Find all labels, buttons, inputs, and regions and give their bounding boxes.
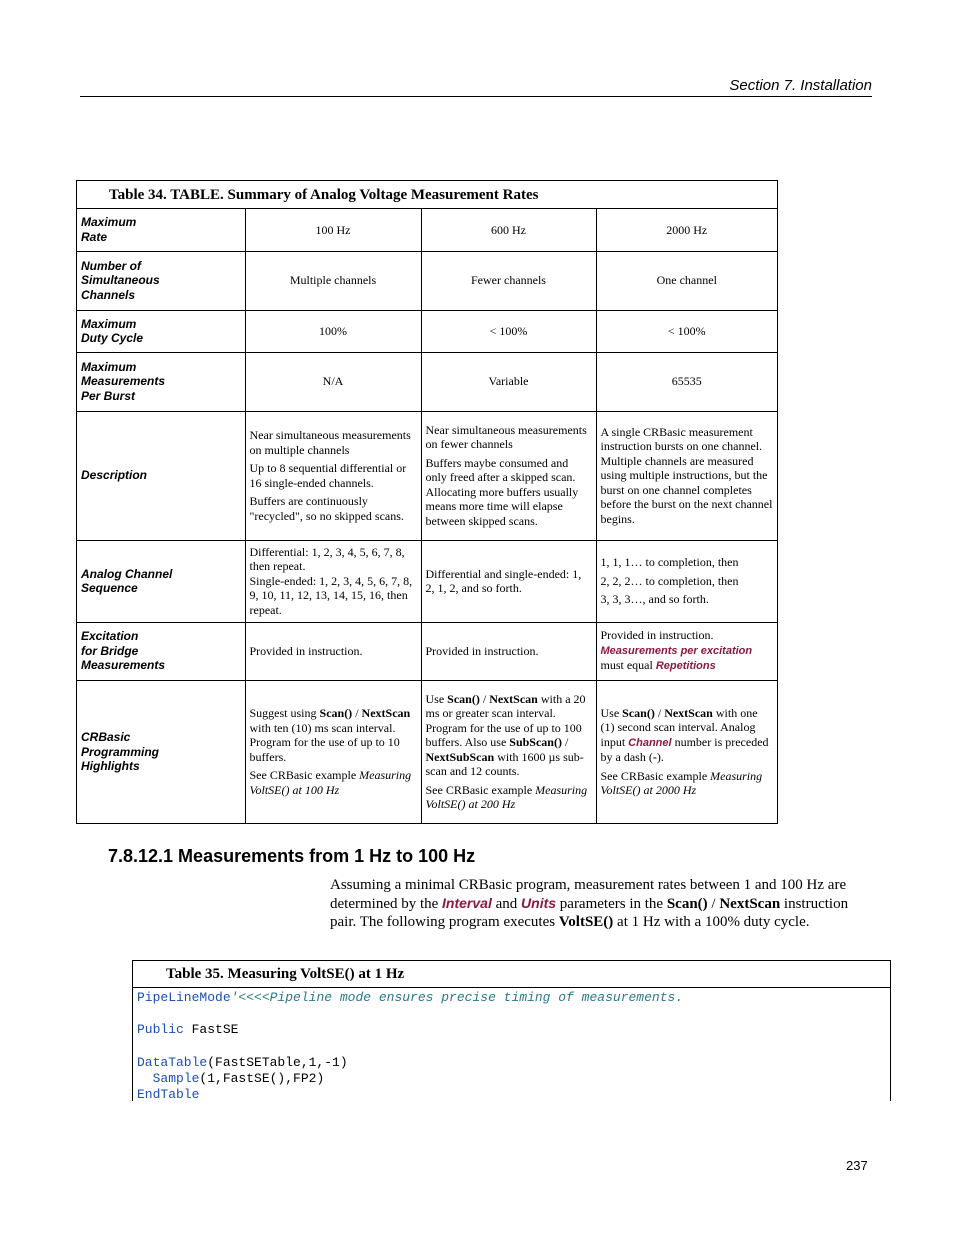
table-cell: 100 Hz [245, 209, 421, 251]
param-measurements-per-excitation: Measurements per excitation [600, 644, 753, 657]
code-caption: Table 35. Measuring VoltSE() at 1 Hz [133, 961, 890, 988]
table-cell: 1, 1, 1… to completion, then 2, 2, 2… to completion, then 3, 3, 3…, and so forth. [596, 540, 777, 622]
table-cell: 65535 [596, 352, 777, 411]
table-row [77, 352, 777, 411]
row-header: Excitation for Bridge Measurements [77, 622, 245, 680]
table-cell: One channel [596, 251, 777, 310]
table-cell: Provided in instruction. Measurements per excitation must equal Repetitions [596, 622, 777, 680]
table-cell: A single CRBasic measurement instruction bursts on one channel. Multiple channels are measured using multiple instructions, but the burst on one channel completes before the burst on the next channel begins. [596, 411, 777, 540]
table-cell: 100% [245, 310, 421, 352]
table-cell: Near simultaneous measurements on fewer channels Buffers maybe consumed and only freed after a skipped scan. Allocating more buffers usually means more time will elapse between skipped scans. [421, 411, 596, 540]
row-header: Analog Channel Sequence [77, 540, 245, 622]
table-cell: Near simultaneous measurements on multiple channels Up to 8 sequential differential or 16 single-ended channels. Buffers are continuously "recycled", so no skipped scans. [245, 411, 421, 540]
table-cell: Provided in instruction. [245, 622, 421, 680]
table-cell: Suggest using Scan() / NextScan with ten (10) ms scan interval. Program for the use of up to 10 buffers. See CRBasic example Measuring VoltSE() at 100 Hz [245, 680, 421, 823]
row-header: Maximum Rate [77, 209, 245, 251]
table-cell: Fewer channels [421, 251, 596, 310]
page-number: 237 [846, 1158, 868, 1173]
table-cell: N/A [245, 352, 421, 411]
table-cell: Differential: 1, 2, 3, 4, 5, 6, 7, 8, then repeat. Single-ended: 1, 2, 3, 4, 5, 6, 7, 8, 9, 10, 11, 12, 13, 14, 15, 16, then repeat. [245, 540, 421, 622]
table-cell: < 100% [421, 310, 596, 352]
summary-table [76, 180, 778, 824]
row-header: Maximum Duty Cycle [77, 310, 245, 352]
row-header: Number of Simultaneous Channels [77, 251, 245, 310]
table-cell: Provided in instruction. [421, 622, 596, 680]
table-cell: Variable [421, 352, 596, 411]
table-row [77, 310, 777, 352]
rates-table [77, 209, 777, 823]
code-listing [132, 960, 891, 1101]
table-cell: Differential and single-ended: 1, 2, 1, 2, and so forth. [421, 540, 596, 622]
table-cell: < 100% [596, 310, 777, 352]
param-units: Units [521, 895, 557, 911]
running-header: Section 7. Installation [80, 76, 872, 97]
param-repetitions: Repetitions [655, 660, 716, 673]
table-cell: Use Scan() / NextScan with a 20 ms or greater scan interval. Program for the use of up to 100 buffers. Also use SubScan() / NextSubScan with 1600 µs sub-scan and 12 counts. See CRBasic example Measuring VoltSE() at 200 Hz [421, 680, 596, 823]
table-cell: 2000 Hz [596, 209, 777, 251]
body-paragraph: Assuming a minimal CRBasic program, measurement rates between 1 and 100 Hz are determined by the Interval and Units parameters in the Scan() / NextScan instruction pair. The following program executes VoltSE() at 1 Hz with a 100% duty cycle. [330, 877, 849, 930]
table-row [77, 540, 777, 622]
code-block: PipeLineMode'<<<<Pipeline mode ensures precise timing of measurements. Public FastSE DataTable(FastSETable,1,-1) Sample(1,FastSE(),FP2) EndTable [137, 990, 684, 1103]
table-row [77, 251, 777, 310]
table-row [77, 411, 777, 540]
param-interval: Interval [442, 895, 492, 911]
row-header: Description [77, 411, 245, 540]
table-row [77, 622, 777, 680]
section-heading: 7.8.12.1 Measurements from 1 Hz to 100 Hz [108, 846, 476, 866]
table-row [77, 209, 777, 251]
table-row [77, 680, 777, 823]
row-header: CRBasic Programming Highlights [77, 680, 245, 823]
table-cell: 600 Hz [421, 209, 596, 251]
table-cell: Multiple channels [245, 251, 421, 310]
table-cell: Use Scan() / NextScan with one (1) second scan interval. Analog input Channel number is preceded by a dash (-). See CRBasic example Measuring VoltSE() at 2000 Hz [596, 680, 777, 823]
table-caption: Table 34. TABLE. Summary of Analog Voltage Measurement Rates [77, 181, 777, 209]
param-channel: Channel [628, 736, 672, 749]
row-header: Maximum Measurements Per Burst [77, 352, 245, 411]
